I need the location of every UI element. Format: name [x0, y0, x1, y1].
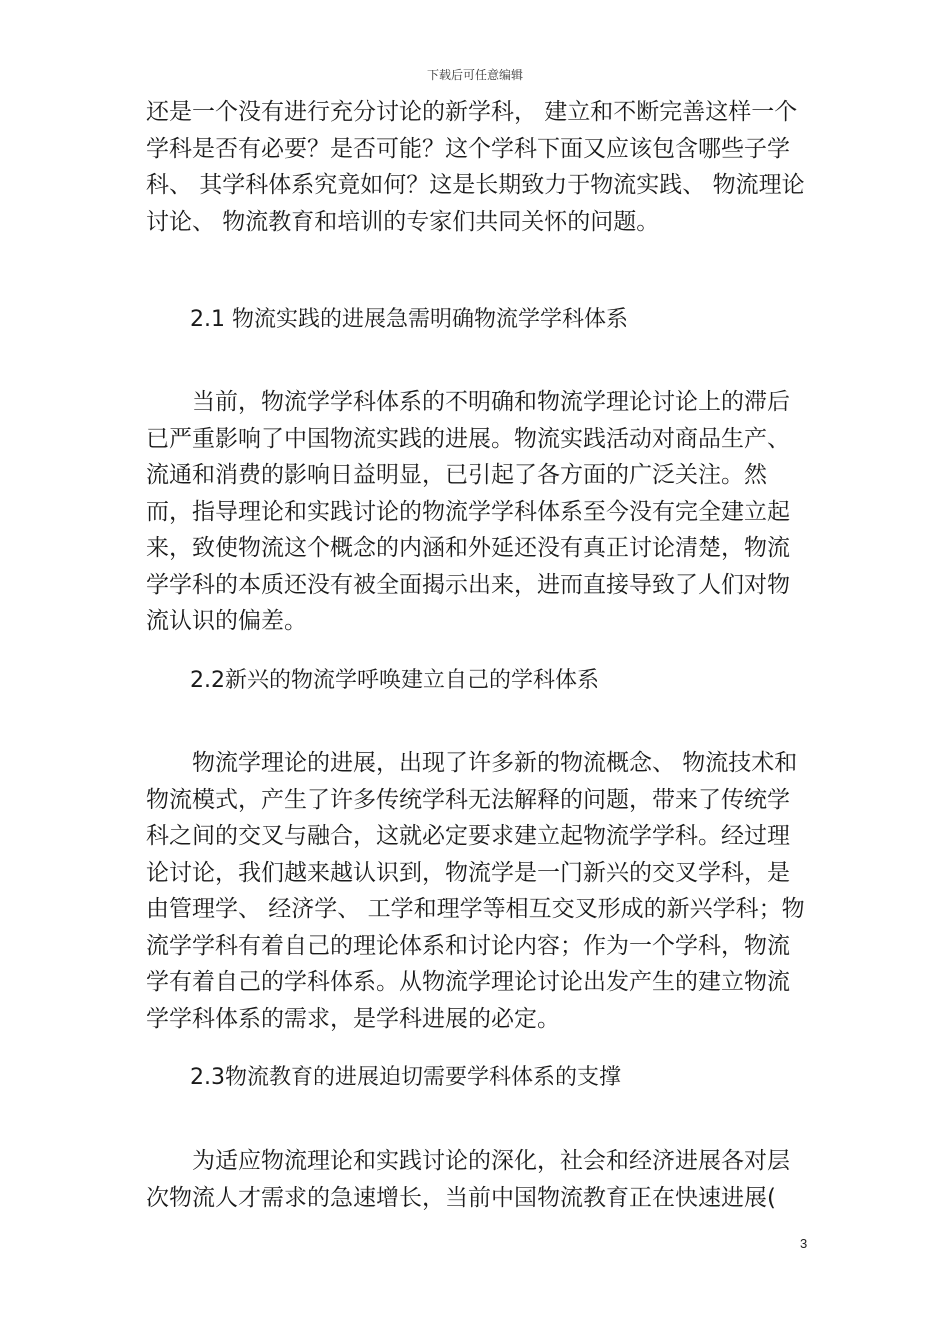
section-heading-2-2: 2.2新兴的物流学呼唤建立自己的学科体系 [190, 668, 599, 693]
page-number: 3 [800, 1236, 808, 1251]
section-heading-2-3: 2.3物流教育的进展迫切需要学科体系的支撑 [190, 1065, 621, 1090]
page-header: 下载后可任意编辑 [426, 68, 523, 82]
paragraph-2-3: 为适应物流理论和实践讨论的深化，社会和经济进展各对层次物流人才需求的急速增长，当前中国物流教育正在快速进展( [146, 1148, 790, 1211]
section-heading-2-1: 2.1 物流实践的进展急需明确物流学学科体系 [190, 307, 628, 332]
paragraph-2-1: 当前，物流学学科体系的不明确和物流学理论讨论上的滞后已严重影响了中国物流实践的进展。物流实践活动对商品生产、流通和消费的影响日益明显，已引起了各方面的广泛关注。然而，指导理论和实践讨论的物流学学科体系至今没有完全建立起来，致使物流这个概念的内涵和外延还没有真正讨论清楚，物流学学科的本质还没有被全面揭示出来，进而直接导致了人们对物流认识的偏差。 [146, 389, 790, 634]
paragraph-2-2: 物流学理论的进展，出现了许多新的物流概念、 物流技术和物流模式，产生了许多传统学科无法解释的问题，带来了传统学科之间的交叉与融合，这就必定要求建立起物流学学科。经过理论讨论，我们越来越认识到，物流学是一门新兴的交叉学科，是由管理学、 经济学、 工学和理学等相互交叉形成的新兴学科；物流学学科有着自己的理论体系和讨论内容；作为一个学科，物流学有着自己的学科体系。从物流学理论讨论出发产生的建立物流学学科体系的需求，是学科进展的必定。 [146, 750, 805, 1032]
paragraph-intro: 还是一个没有进行充分讨论的新学科， 建立和不断完善这样一个学科是否有必要？是否可能？这个学科下面又应该包含哪些子学科、 其学科体系究竟如何？这是长期致力于物流实践、 物流理论讨论、 物流教育和培训的专家们共同关怀的问题。 [146, 99, 805, 235]
